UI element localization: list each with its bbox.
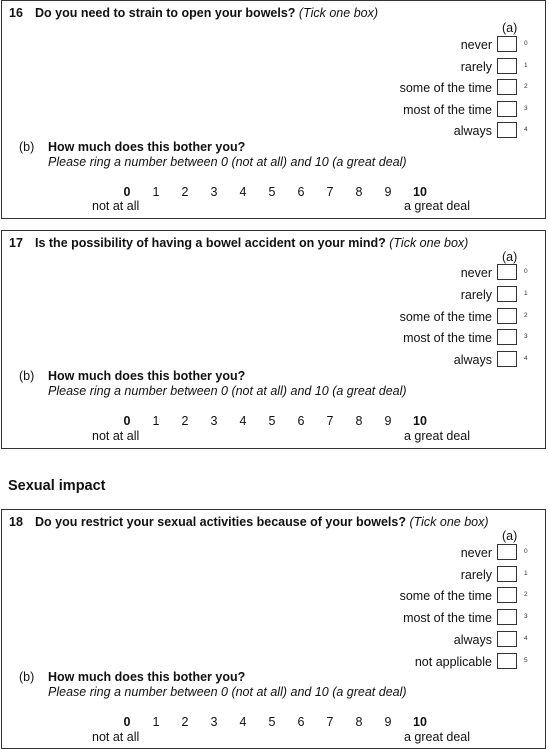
scale-option-7[interactable]: 7 <box>326 185 334 199</box>
scale-option-2[interactable]: 2 <box>181 715 189 729</box>
option-always <box>2 351 547 371</box>
scale-high-anchor: a great deal <box>404 730 471 744</box>
option-code: 0 <box>524 548 528 555</box>
tick-box[interactable] <box>497 587 517 603</box>
option-code: 1 <box>524 570 528 577</box>
question-number: 17 <box>9 236 23 250</box>
option-rarely <box>2 566 547 586</box>
question-title <box>9 515 489 529</box>
option-label: never <box>460 38 492 52</box>
section-heading: Sexual impact <box>8 478 106 494</box>
option-label: never <box>460 266 492 280</box>
scale-high-anchor: a great deal <box>404 429 471 443</box>
tick-box[interactable] <box>497 653 517 669</box>
scale-option-3[interactable]: 3 <box>210 414 218 428</box>
scale-option-2[interactable]: 2 <box>181 185 189 199</box>
question-text: Do you need to strain to open your bowels? <box>35 6 296 20</box>
scale-option-0[interactable]: 0 <box>123 715 131 729</box>
scale-option-4[interactable]: 4 <box>239 414 247 428</box>
option-some-of-the-time <box>2 308 547 328</box>
bother-instruction: Please ring a number between 0 (not at all) and 10 (a great deal) <box>48 384 407 398</box>
option-never <box>2 544 547 564</box>
option-rarely <box>2 286 547 306</box>
option-some-of-the-time <box>2 79 547 99</box>
scale-option-6[interactable]: 6 <box>297 185 305 199</box>
tick-box[interactable] <box>497 329 517 345</box>
question-hint: (Tick one box) <box>389 236 469 250</box>
tick-box[interactable] <box>497 286 517 302</box>
option-never <box>2 264 547 284</box>
part-a-label: (a) <box>502 250 518 264</box>
option-code: 3 <box>524 333 528 340</box>
scale-high-anchor: a great deal <box>404 199 471 213</box>
option-most-of-the-time <box>2 329 547 349</box>
question-text: Do you restrict your sexual activities because of your bowels? <box>35 515 406 529</box>
bother-question: How much does this bother you? <box>48 369 246 383</box>
part-a-label: (a) <box>502 529 518 543</box>
scale-option-5[interactable]: 5 <box>268 414 276 428</box>
option-code: 2 <box>524 591 528 598</box>
option-label: not applicable <box>414 655 492 669</box>
part-b-label: (b) <box>19 140 35 154</box>
tick-box[interactable] <box>497 631 517 647</box>
option-label: some of the time <box>399 81 492 95</box>
scale-option-3[interactable]: 3 <box>210 185 218 199</box>
option-code: 0 <box>524 268 528 275</box>
option-label: always <box>453 633 492 647</box>
option-code: 4 <box>524 635 528 642</box>
tick-box[interactable] <box>497 544 517 560</box>
tick-box[interactable] <box>497 566 517 582</box>
bother-instruction: Please ring a number between 0 (not at all) and 10 (a great deal) <box>48 155 407 169</box>
option-label: most of the time <box>403 103 492 117</box>
scale-option-6[interactable]: 6 <box>297 414 305 428</box>
scale-option-8[interactable]: 8 <box>355 185 363 199</box>
bother-question: How much does this bother you? <box>48 140 246 154</box>
option-never <box>2 36 547 56</box>
option-code: 2 <box>524 312 528 319</box>
option-label: always <box>453 124 492 138</box>
option-label: some of the time <box>399 310 492 324</box>
option-most-of-the-time <box>2 101 547 121</box>
scale-option-7[interactable]: 7 <box>326 715 334 729</box>
tick-box[interactable] <box>497 122 517 138</box>
option-code: 4 <box>524 126 528 133</box>
tick-box[interactable] <box>497 308 517 324</box>
question-17-box <box>1 230 546 449</box>
option-always <box>2 631 547 651</box>
scale-option-4[interactable]: 4 <box>239 715 247 729</box>
option-code: 2 <box>524 83 528 90</box>
option-code: 4 <box>524 355 528 362</box>
option-some-of-the-time <box>2 587 547 607</box>
scale-option-10[interactable]: 10 <box>413 414 427 428</box>
scale-option-3[interactable]: 3 <box>210 715 218 729</box>
bother-instruction: Please ring a number between 0 (not at all) and 10 (a great deal) <box>48 685 407 699</box>
scale-option-8[interactable]: 8 <box>355 414 363 428</box>
question-hint: (Tick one box) <box>298 6 379 20</box>
scale-option-6[interactable]: 6 <box>297 715 305 729</box>
bother-question: How much does this bother you? <box>48 670 246 684</box>
scale-option-0[interactable]: 0 <box>123 185 131 199</box>
part-a-label: (a) <box>502 21 518 35</box>
option-most-of-the-time <box>2 609 547 629</box>
question-number: 16 <box>9 6 23 20</box>
option-label: rarely <box>460 288 492 302</box>
option-label: never <box>460 546 492 560</box>
scale-low-anchor: not at all <box>92 429 140 443</box>
scale-option-10[interactable]: 10 <box>413 185 427 199</box>
question-18-box <box>1 509 546 749</box>
tick-box[interactable] <box>497 79 517 95</box>
scale-low-anchor: not at all <box>92 730 140 744</box>
tick-box[interactable] <box>497 58 517 74</box>
option-rarely <box>2 58 547 78</box>
scale-option-8[interactable]: 8 <box>355 715 363 729</box>
option-code: 5 <box>524 657 528 664</box>
option-code: 0 <box>524 40 528 47</box>
scale-option-5[interactable]: 5 <box>268 185 276 199</box>
scale-option-2[interactable]: 2 <box>181 414 189 428</box>
option-label: always <box>453 353 492 367</box>
option-label: rarely <box>460 568 492 582</box>
scale-option-5[interactable]: 5 <box>268 715 276 729</box>
question-hint: (Tick one box) <box>409 515 489 529</box>
option-code: 3 <box>524 105 528 112</box>
part-b-label: (b) <box>19 369 35 383</box>
question-number: 18 <box>9 515 23 529</box>
part-b-label: (b) <box>19 670 35 684</box>
option-label: most of the time <box>403 611 492 625</box>
scale-option-1[interactable]: 1 <box>152 715 160 729</box>
scale-option-4[interactable]: 4 <box>239 185 247 199</box>
question-title <box>9 6 378 20</box>
question-title <box>9 236 468 250</box>
tick-box[interactable] <box>497 264 517 280</box>
scale-option-9[interactable]: 9 <box>384 715 392 729</box>
option-code: 3 <box>524 613 528 620</box>
scale-option-1[interactable]: 1 <box>152 414 160 428</box>
option-label: most of the time <box>403 331 492 345</box>
option-code: 1 <box>524 62 528 69</box>
scale-option-9[interactable]: 9 <box>384 185 392 199</box>
question-text: Is the possibility of having a bowel accident on your mind? <box>35 236 386 250</box>
question-16-box <box>1 0 546 219</box>
option-label: some of the time <box>399 589 492 603</box>
tick-box[interactable] <box>497 351 517 367</box>
scale-option-10[interactable]: 10 <box>413 715 427 729</box>
scale-option-7[interactable]: 7 <box>326 414 334 428</box>
scale-option-9[interactable]: 9 <box>384 414 392 428</box>
tick-box[interactable] <box>497 609 517 625</box>
option-always <box>2 122 547 142</box>
scale-option-1[interactable]: 1 <box>152 185 160 199</box>
tick-box[interactable] <box>497 101 517 117</box>
scale-low-anchor: not at all <box>92 199 140 213</box>
option-code: 1 <box>524 290 528 297</box>
option-label: rarely <box>460 60 492 74</box>
scale-option-0[interactable]: 0 <box>123 414 131 428</box>
tick-box[interactable] <box>497 36 517 52</box>
